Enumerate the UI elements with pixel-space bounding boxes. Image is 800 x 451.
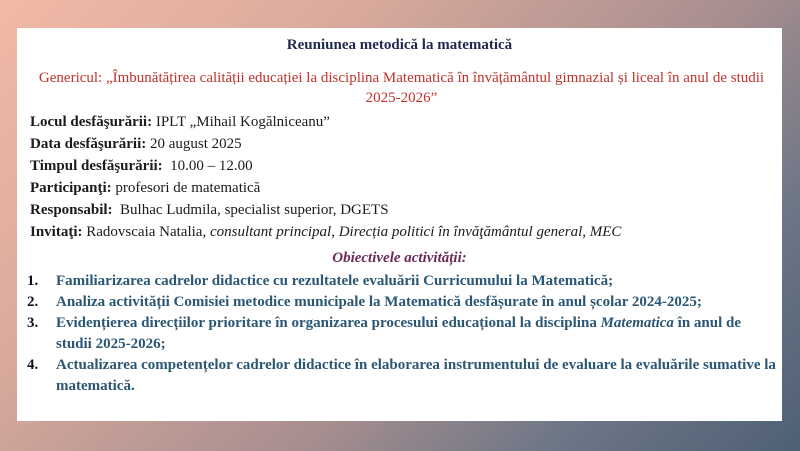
objective-item [27,355,779,397]
objective-number: 4. [27,357,39,373]
info-location-value: IPLT „Mihail Kogălniceanu” [152,114,330,130]
info-invited-value: Radovscaia Natalia, [82,224,210,240]
objective-item [27,271,779,292]
objective-item [27,313,779,355]
info-time-label: Timpul desfăşurării: [30,158,163,174]
objective-text-italic: Matematica [600,315,674,331]
objective-text: Analiza activității Comisiei metodice municipale la Matematică desfășurate în anul școlar 2024-2025; [56,294,702,310]
generic-subtitle: Genericul: „Îmbunătățirea calității educației la disciplina Matematică în învățământul gimnazial și liceal în anul de studii 2025-2026” [38,70,765,106]
page-title: Reuniunea metodică la matematică [286,37,513,53]
objective-text: Actualizarea competențelor cadrelor didactice în elaborarea instrumentului de evaluare la evaluările sumative la matematică. [56,357,776,394]
objectives-title: Obiectivele activității: [332,250,467,266]
info-location-label: Locul desfăşurării: [30,114,153,130]
info-invited [30,221,775,243]
info-date [30,133,775,155]
info-invited-label: Invitaţi: [30,224,83,240]
info-responsible-value: Bulhac Ludmila, specialist superior, DGETS [112,202,389,218]
info-invited-role: consultant principal, Direcția politici în învăţământul general, MEC [209,224,622,240]
info-time-value: 10.00 – 12.00 [162,158,253,174]
objectives-list [27,271,779,397]
info-participants [30,177,775,199]
content-card [17,28,782,421]
info-date-value: 20 august 2025 [146,136,242,152]
objective-text-after: în anul de studii 2025-2026; [56,315,742,352]
meeting-info [30,111,775,243]
objective-number: 3. [27,315,39,331]
info-time [30,155,775,177]
info-date-label: Data desfăşurării: [30,136,147,152]
info-responsible [30,199,775,221]
objective-number: 1. [27,273,39,289]
objective-text: Evidențierea direcțiilor prioritare în organizarea procesului educațional la disciplina [56,315,601,331]
info-participants-label: Participanţi: [30,180,112,196]
info-participants-value: profesori de matematică [111,180,261,196]
objective-text: Familiarizarea cadrelor didactice cu rezultatele evaluării Curricumului la Matematică; [56,273,614,289]
info-responsible-label: Responsabil: [30,202,113,218]
info-location [30,111,775,133]
objective-number: 2. [27,294,39,310]
objective-item [27,292,779,313]
